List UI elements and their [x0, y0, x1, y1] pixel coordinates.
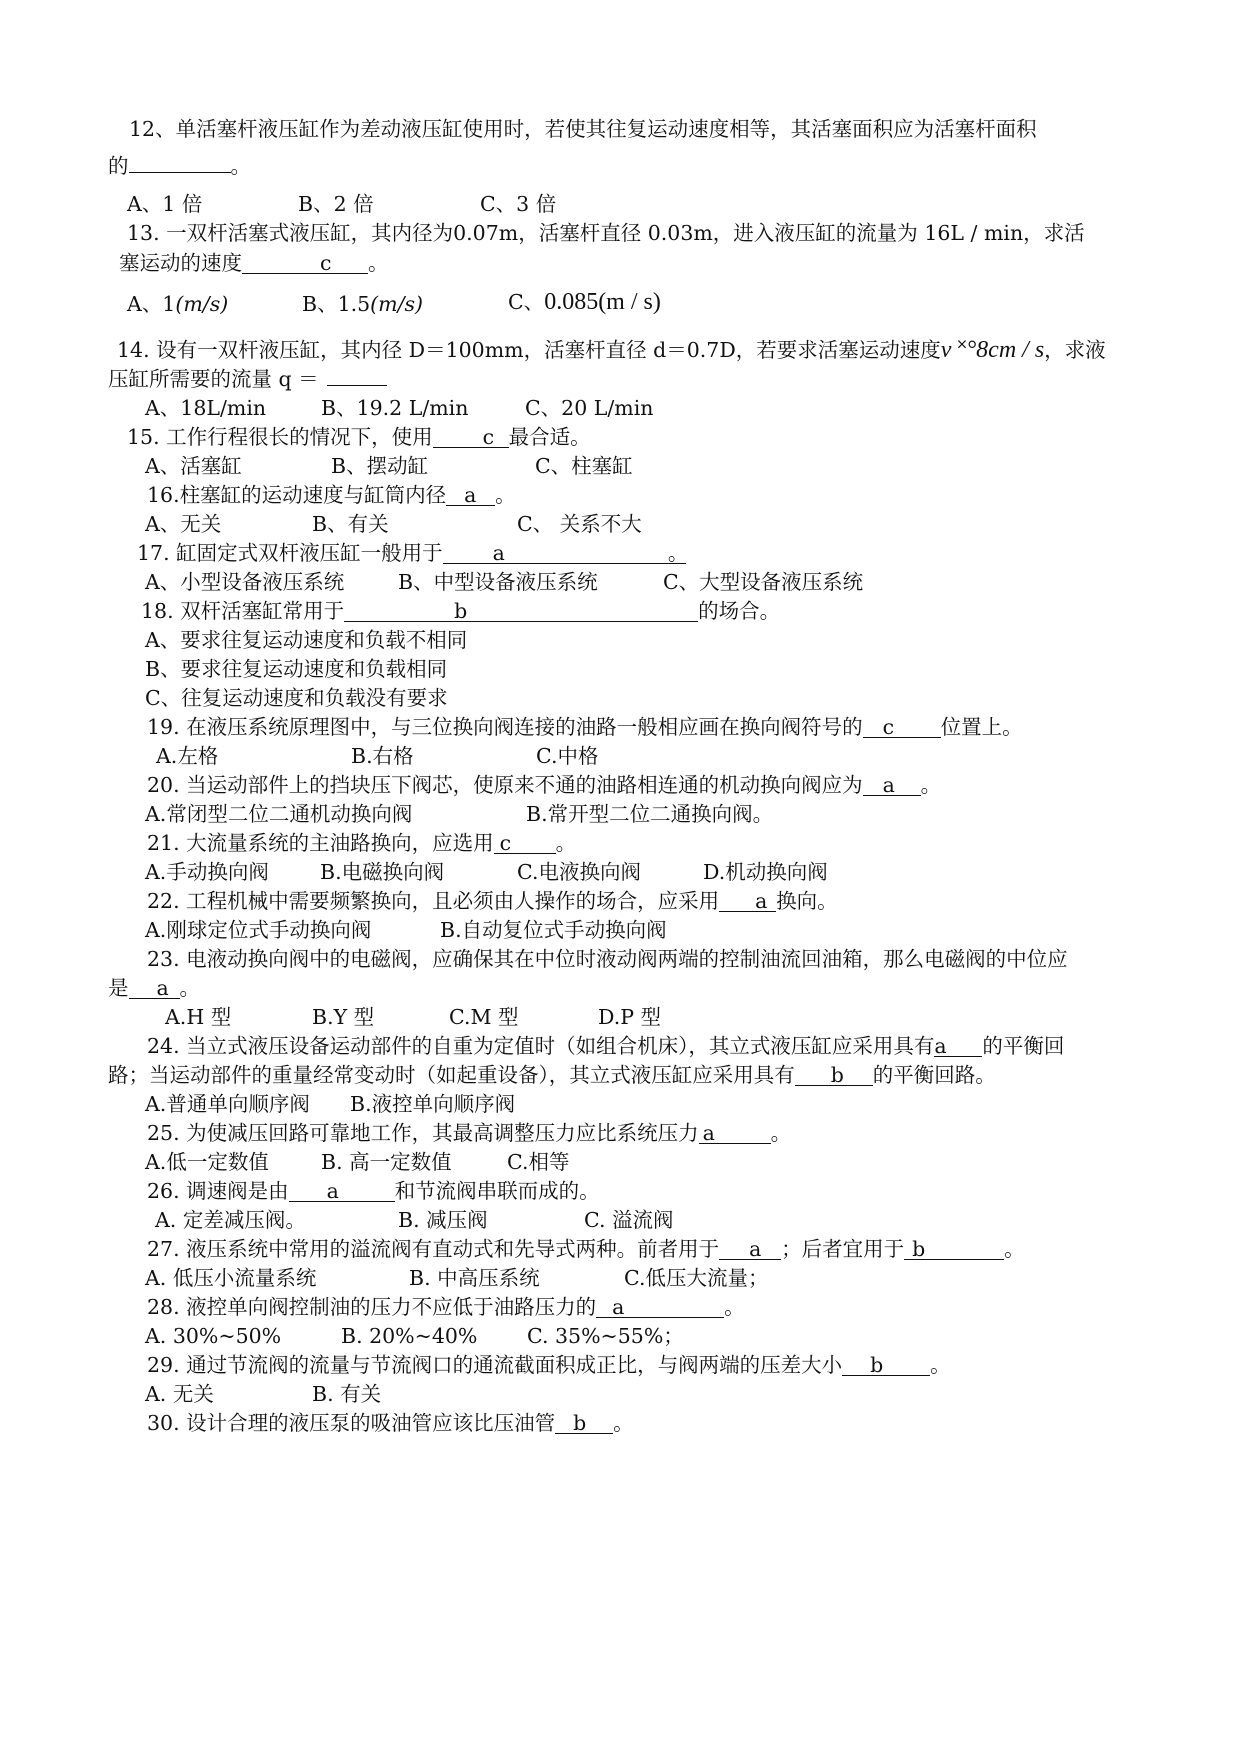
answer-blank: c: [494, 833, 556, 854]
question-12-text: 12、单活塞杆液压缸作为差动液压缸使用时，若使其往复运动速度相等，其活塞面积应为活塞杆面积: [129, 117, 1037, 141]
answer-blank: a: [719, 891, 776, 912]
option-b: B.Y 型: [312, 1005, 375, 1029]
option-b: B.自动复位式手动换向阀: [440, 918, 667, 942]
option-c: C、 关系不大: [517, 512, 642, 536]
option-c: C.相等: [507, 1150, 570, 1174]
question-13-text: 13. 一双杆活塞式液压缸，其内径为0.07m，活塞杆直径 0.03m，进入液压缸的流量为 16L / min，求活: [127, 221, 1085, 245]
option-b: B、中型设备液压系统: [398, 570, 598, 594]
question-16-text: 16.柱塞缸的运动速度与缸筒内径 a 。: [147, 483, 516, 507]
option-c: C、大型设备液压系统: [663, 570, 864, 594]
option-a: A.H 型: [165, 1005, 232, 1029]
option-b: B、要求往复运动速度和负载相同: [145, 657, 448, 681]
question-26-text: 26. 调速阀是由 a 和节流阀串联而成的。: [147, 1179, 600, 1203]
answer-blank: [129, 172, 231, 173]
answer-blank: b: [795, 1065, 873, 1086]
option-a: A.普通单向顺序阀: [145, 1092, 310, 1116]
option-b: B. 20%~40%: [341, 1324, 478, 1348]
question-14-text-cont: 压缸所需要的流量 q ＝: [108, 367, 387, 391]
question-25-text: 25. 为使减压回路可靠地工作，其最高调整压力应比系统压力 a 。: [147, 1121, 792, 1145]
answer-blank: b: [842, 1355, 930, 1376]
option-a: A. 低压小流量系统: [145, 1266, 317, 1290]
option-b: B. 高一定数值: [321, 1150, 452, 1174]
velocity-formula: v ˟°8cm / s: [940, 337, 1045, 363]
answer-blank: c: [433, 427, 509, 448]
answer-blank: a: [129, 978, 180, 999]
question-21-text: 21. 大流量系统的主油路换向，应选用 c 。: [147, 831, 577, 855]
option-d: D.机动换向阀: [703, 860, 828, 884]
option-c: C、柱塞缸: [535, 454, 633, 478]
answer-blank: a: [934, 1036, 982, 1057]
option-d: D.P 型: [598, 1005, 662, 1029]
question-24-text-cont: 路；当运动部件的重量经常变动时（如起重设备），其立式液压缸应采用具有 b 的平衡回路。: [108, 1063, 996, 1087]
question-24-text: 24. 当立式液压设备运动部件的自重为定值时（如组合机床），其立式液压缸应采用具有a 的平衡回: [147, 1034, 1065, 1058]
option-a: A、1 倍: [127, 192, 203, 216]
option-c: C.M 型: [449, 1005, 519, 1029]
answer-blank: [327, 385, 387, 386]
question-14-text: 14. 设有一双杆液压缸，其内径 D＝100mm，活塞杆直径 d＝0.7D，若要求活塞运动速度v ˟°8cm / s，求液: [117, 337, 1106, 363]
option-a: A.常闭型二位二通机动换向阀: [145, 802, 413, 826]
question-17-text: 17. 缸固定式双杆液压缸一般用于 a 。: [137, 541, 689, 565]
option-b: B.电磁换向阀: [320, 860, 445, 884]
option-b: B.常开型二位二通换向阀。: [526, 802, 774, 826]
answer-blank: a: [699, 1123, 771, 1144]
option-c: C、20 L/min: [525, 396, 654, 420]
option-a: A. 定差减压阀。: [155, 1208, 306, 1232]
answer-blank: a: [863, 775, 921, 796]
option-c: C.电液换向阀: [517, 860, 641, 884]
answer-blank: b: [555, 1413, 613, 1434]
answer-blank: c: [863, 717, 941, 738]
option-b: B. 有关: [312, 1382, 382, 1406]
answer-blank: a: [719, 1239, 781, 1260]
option-a: A、18L/min: [145, 396, 267, 420]
option-b: B. 减压阀: [398, 1208, 488, 1232]
question-20-text: 20. 当运动部件上的挡块压下阀芯，使原来不通的油路相连通的机动换向阀应为 a 。: [147, 773, 942, 797]
question-27-text: 27. 液压系统中常用的溢流阀有直动式和先导式两种。前者用于 a ；后者宜用于 b 。: [147, 1237, 1025, 1261]
answer-blank: a: [596, 1297, 724, 1318]
option-c: C.低压大流量；: [624, 1266, 769, 1290]
option-a: A、小型设备液压系统: [145, 570, 345, 594]
question-19-text: 19. 在液压系统原理图中，与三位换向阀连接的油路一般相应画在换向阀符号的 c 位置上。: [147, 715, 1023, 739]
option-a: A.刚球定位式手动换向阀: [145, 918, 372, 942]
option-b: B、19.2 L/min: [321, 396, 469, 420]
option-a: A.低一定数值: [145, 1150, 269, 1174]
option-b: B、1.5(m/s): [302, 292, 424, 316]
option-a: A、要求往复运动速度和负载不相同: [145, 628, 468, 652]
option-b: B、有关: [312, 512, 389, 536]
option-b: B. 中高压系统: [409, 1266, 540, 1290]
question-15-text: 15. 工作行程很长的情况下，使用 c 最合适。: [127, 425, 591, 449]
question-29-text: 29. 通过节流阀的流量与节流阀口的通流截面积成正比，与阀两端的压差大小 b 。: [147, 1353, 951, 1377]
option-b: B.右格: [351, 744, 414, 768]
option-c: C. 35%~55%；: [527, 1324, 684, 1348]
answer-blank: a: [289, 1181, 395, 1202]
answer-blank: b: [904, 1239, 1004, 1260]
option-a: A. 无关: [145, 1382, 214, 1406]
question-30-text: 30. 设计合理的液压泵的吸油管应该比压油管 b 。: [147, 1411, 634, 1435]
option-a: A.左格: [156, 744, 219, 768]
option-a: A.手动换向阀: [145, 860, 269, 884]
question-12-text-cont: 的 。: [108, 154, 251, 178]
question-28-text: 28. 液控单向阀控制油的压力不应低于油路压力的 a 。: [147, 1295, 745, 1319]
option-c: C、3 倍: [480, 192, 557, 216]
question-23-text: 23. 电液动换向阀中的电磁阀，应确保其在中位时液动阀两端的控制油流回油箱，那么电磁阀的中位应: [147, 947, 1068, 971]
option-c: C、0.085(m / s): [508, 289, 661, 315]
option-c: C.中格: [536, 744, 599, 768]
option-b: B.液控单向顺序阀: [350, 1092, 516, 1116]
option-a: A. 30%~50%: [145, 1324, 282, 1348]
answer-blank: c: [242, 253, 368, 274]
answer-blank: b: [344, 601, 698, 622]
option-a: A、活塞缸: [145, 454, 242, 478]
question-23-text-cont: 是 a 。: [108, 976, 200, 1000]
question-13-text-cont: 塞运动的速度 c 。: [119, 251, 389, 275]
option-c: C、往复运动速度和负载没有要求: [145, 686, 448, 710]
option-b: B、2 倍: [298, 192, 374, 216]
answer-blank: a 。: [443, 543, 686, 564]
option-b: B、摆动缸: [331, 454, 429, 478]
option-c: C. 溢流阀: [584, 1208, 674, 1232]
option-a: A、无关: [145, 512, 222, 536]
answer-blank: a: [446, 485, 495, 506]
question-18-text: 18. 双杆活塞缸常用于 b 的场合。: [141, 599, 781, 623]
option-a: A、1(m/s): [127, 292, 229, 316]
question-22-text: 22. 工程机械中需要频繁换向，且必须由人操作的场合，应采用 a 换向。: [147, 889, 838, 913]
